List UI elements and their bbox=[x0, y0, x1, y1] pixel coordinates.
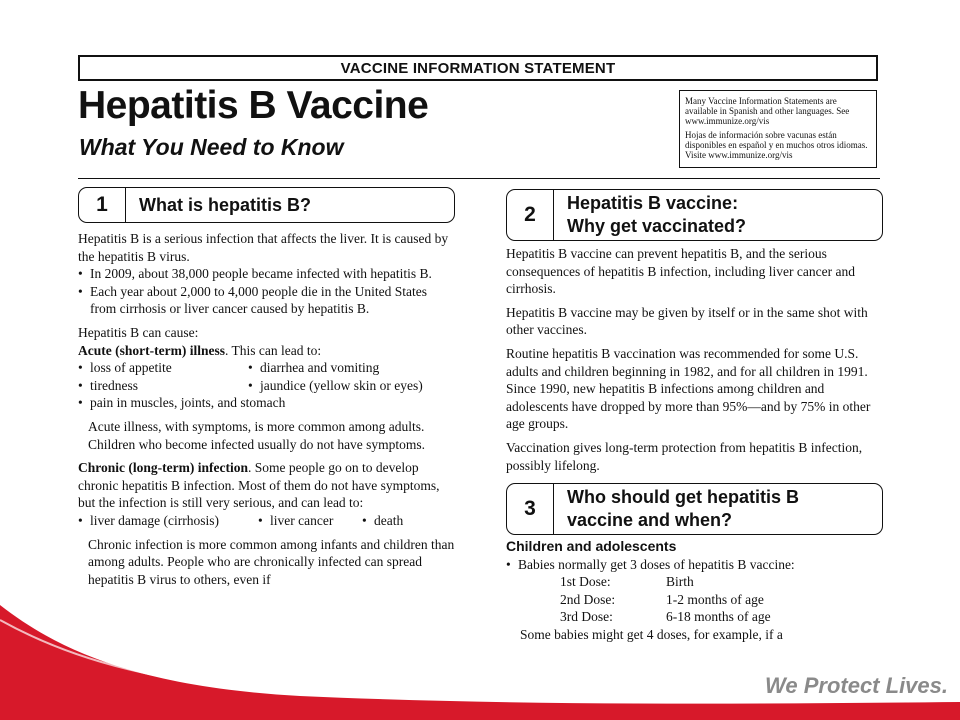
outcome: death bbox=[374, 512, 404, 528]
four-doses-text: Some babies might get 4 doses, for example, if a bbox=[520, 626, 783, 642]
list-item: • Each year about 2,000 to 4,000 people die in the United States from cirrhosis or liver cancer caused by hepatitis B. bbox=[78, 283, 428, 317]
right-column bbox=[506, 245, 886, 474]
section-2-paragraph: Hepatitis B vaccine may be given by itself or in the same shot with other vaccines. bbox=[506, 304, 868, 338]
section-2-paragraph: Routine hepatitis B vaccination was recommended for some U.S. adults and children beginning in 1982, and for all children in 1991. Since 1990, new hepatitis B infections among children and adolescents have dropped by more than 95%—and by 75% in other age groups. bbox=[506, 345, 871, 432]
section-2-header bbox=[506, 189, 883, 241]
acute-note: Acute illness, with symptoms, is more common among adults. Children who become infected usually do not have symptoms. bbox=[88, 418, 426, 452]
section-1-number: 1 bbox=[79, 188, 126, 222]
children-heading: Children and adolescents bbox=[506, 538, 677, 554]
outcome: liver damage (cirrhosis) bbox=[90, 512, 219, 528]
section-2-number: 2 bbox=[507, 190, 554, 240]
left-column bbox=[78, 230, 456, 588]
acute-symptoms-row: • tiredness • jaundice (yellow skin or eyes) bbox=[78, 377, 423, 393]
acute-illness-line: Acute (short-term) illness. This can lead to: bbox=[78, 342, 322, 358]
document-title: Hepatitis B Vaccine bbox=[78, 84, 429, 127]
dose-row: 2nd Dose: 1-2 months of age bbox=[560, 591, 764, 607]
document-banner: VACCINE INFORMATION STATEMENT bbox=[78, 55, 878, 81]
symptom: pain in muscles, joints, and stomach bbox=[90, 395, 286, 411]
tagline: We Protect Lives. bbox=[765, 673, 948, 698]
section-2-paragraph: Vaccination gives long-term protection from hepatitis B infection, possibly lifelong. bbox=[506, 439, 863, 473]
language-note-spanish: Hojas de información sobre vacunas están disponibles en español y en muchos otros idiomas. Visite www.immunize.org/vis bbox=[685, 130, 868, 160]
can-cause-text: Hepatitis B can cause: bbox=[78, 324, 199, 340]
symptom: diarrhea and vomiting bbox=[260, 360, 380, 376]
dose-row: 3rd Dose: 6-18 months of age bbox=[560, 609, 771, 625]
section-3-title: Who should get hepatitis B vaccine and when? bbox=[567, 487, 799, 530]
symptom: loss of appetite bbox=[90, 360, 172, 376]
list-item: • In 2009, about 38,000 people became infected with hepatitis B. bbox=[78, 266, 432, 282]
chronic-infection-paragraph: Chronic (long-term) infection. Some people go on to develop chronic hepatitis B infection. Most of them do not have symptoms, but the infection is still very serious, and can lead to: bbox=[78, 460, 440, 511]
chronic-outcomes-row: • liver damage (cirrhosis) • liver cancer • death bbox=[78, 512, 404, 528]
chronic-note: Chronic infection is more common among infants and children than among adults. People who are chronically infected can spread hepatitis B virus to others, even if bbox=[88, 536, 455, 587]
dose-row: 1st Dose: Birth bbox=[560, 574, 694, 590]
language-availability-box bbox=[679, 90, 877, 168]
symptom: tiredness bbox=[90, 377, 138, 393]
section-1-intro: Hepatitis B is a serious infection that affects the liver. It is caused by the hepatitis B virus. bbox=[78, 231, 449, 264]
section-3-number: 3 bbox=[507, 484, 554, 534]
header-divider bbox=[78, 178, 880, 179]
language-note-english: Many Vaccine Information Statements are available in Spanish and other languages. See www.immunize.org/vis bbox=[685, 96, 850, 126]
symptom: jaundice (yellow skin or eyes) bbox=[260, 377, 423, 393]
acute-symptoms-row: • pain in muscles, joints, and stomach bbox=[78, 395, 286, 411]
list-item: • Babies normally get 3 doses of hepatitis B vaccine: bbox=[506, 556, 795, 572]
section-1-header bbox=[78, 187, 455, 223]
document-subtitle: What You Need to Know bbox=[79, 134, 344, 160]
section-1-title: What is hepatitis B? bbox=[139, 194, 312, 215]
section-2-title: Hepatitis B vaccine: Why get vaccinated? bbox=[567, 193, 747, 236]
section-2-paragraph: Hepatitis B vaccine can prevent hepatitis B, and the serious consequences of hepatitis B infection, including liver cancer and cirrhosis. bbox=[506, 246, 856, 297]
outcome: liver cancer bbox=[270, 512, 334, 528]
section-3-header bbox=[506, 483, 883, 535]
acute-symptoms-row: • loss of appetite • diarrhea and vomiting bbox=[78, 360, 380, 376]
